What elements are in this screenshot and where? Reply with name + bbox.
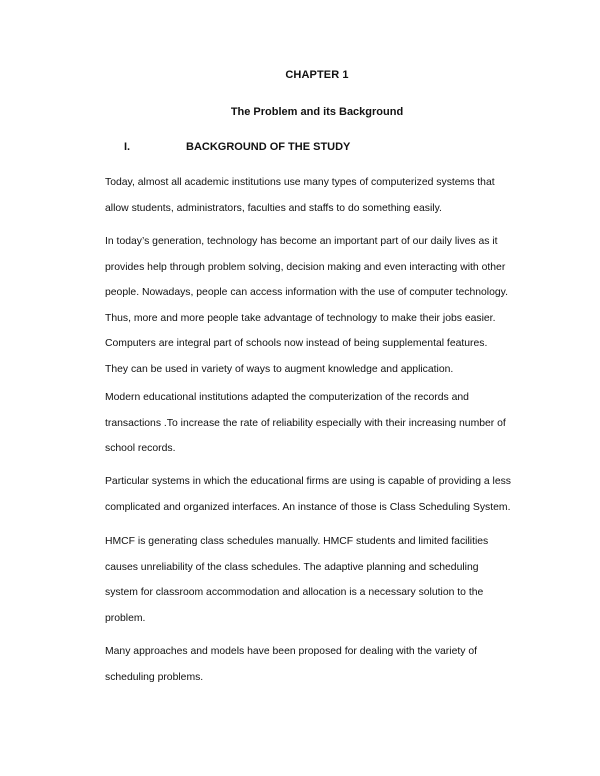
text-line: allow students, administrators, faculties and staffs to do something easily. — [105, 202, 442, 214]
text-line: transactions .To increase the rate of reliability especially with their increasing number of — [105, 417, 506, 429]
text-line: HMCF is generating class schedules manually. HMCF students and limited facilities — [105, 536, 489, 547]
paragraph-6 — [105, 639, 545, 690]
text-line: Particular systems in which the educational firms are using is capable of providing a less — [105, 476, 512, 487]
text-line: In today’s generation, technology has become an important part of our daily lives as it — [105, 236, 498, 247]
text-line: Computers are integral part of schools now instead of being supplemental features. — [105, 338, 488, 349]
paragraph-4 — [105, 469, 545, 520]
text-line: Thus, more and more people take advantage of technology to make their jobs easier. — [105, 312, 496, 324]
chapter-subtitle: The Problem and its Background — [230, 106, 404, 118]
text-line: causes unreliability of the class schedules. The adaptive planning and scheduling — [105, 561, 479, 573]
section-heading — [124, 141, 350, 153]
text-line: They can be used in variety of ways to augment knowledge and application. — [105, 363, 454, 375]
paragraph-2 — [105, 229, 545, 382]
paragraph-1 — [105, 170, 545, 221]
text-line: system for classroom accommodation and allocation is a necessary solution to the — [105, 587, 484, 598]
text-line: people. Nowadays, people can access information with the use of computer technology. — [105, 287, 508, 298]
paragraph-3 — [105, 385, 545, 462]
text-line: school records. — [105, 443, 176, 454]
text-line: scheduling problems. — [105, 671, 204, 683]
text-line: problem. — [105, 612, 146, 624]
text-line: Many approaches and models have been proposed for dealing with the variety of — [105, 646, 477, 657]
chapter-heading: CHAPTER 1 — [285, 69, 349, 81]
section-number: I. — [124, 141, 131, 153]
text-line: provides help through problem solving, decision making and even interacting with other — [105, 261, 506, 273]
section-title: BACKGROUND OF THE STUDY — [186, 141, 351, 153]
text-line: complicated and organized interfaces. An instance of those is Class Scheduling System. — [105, 501, 511, 513]
text-line: Today, almost all academic institutions use many types of computerized systems that — [105, 177, 495, 188]
paragraph-5 — [105, 529, 545, 631]
text-line: Modern educational institutions adapted the computerization of the records and — [105, 392, 469, 403]
